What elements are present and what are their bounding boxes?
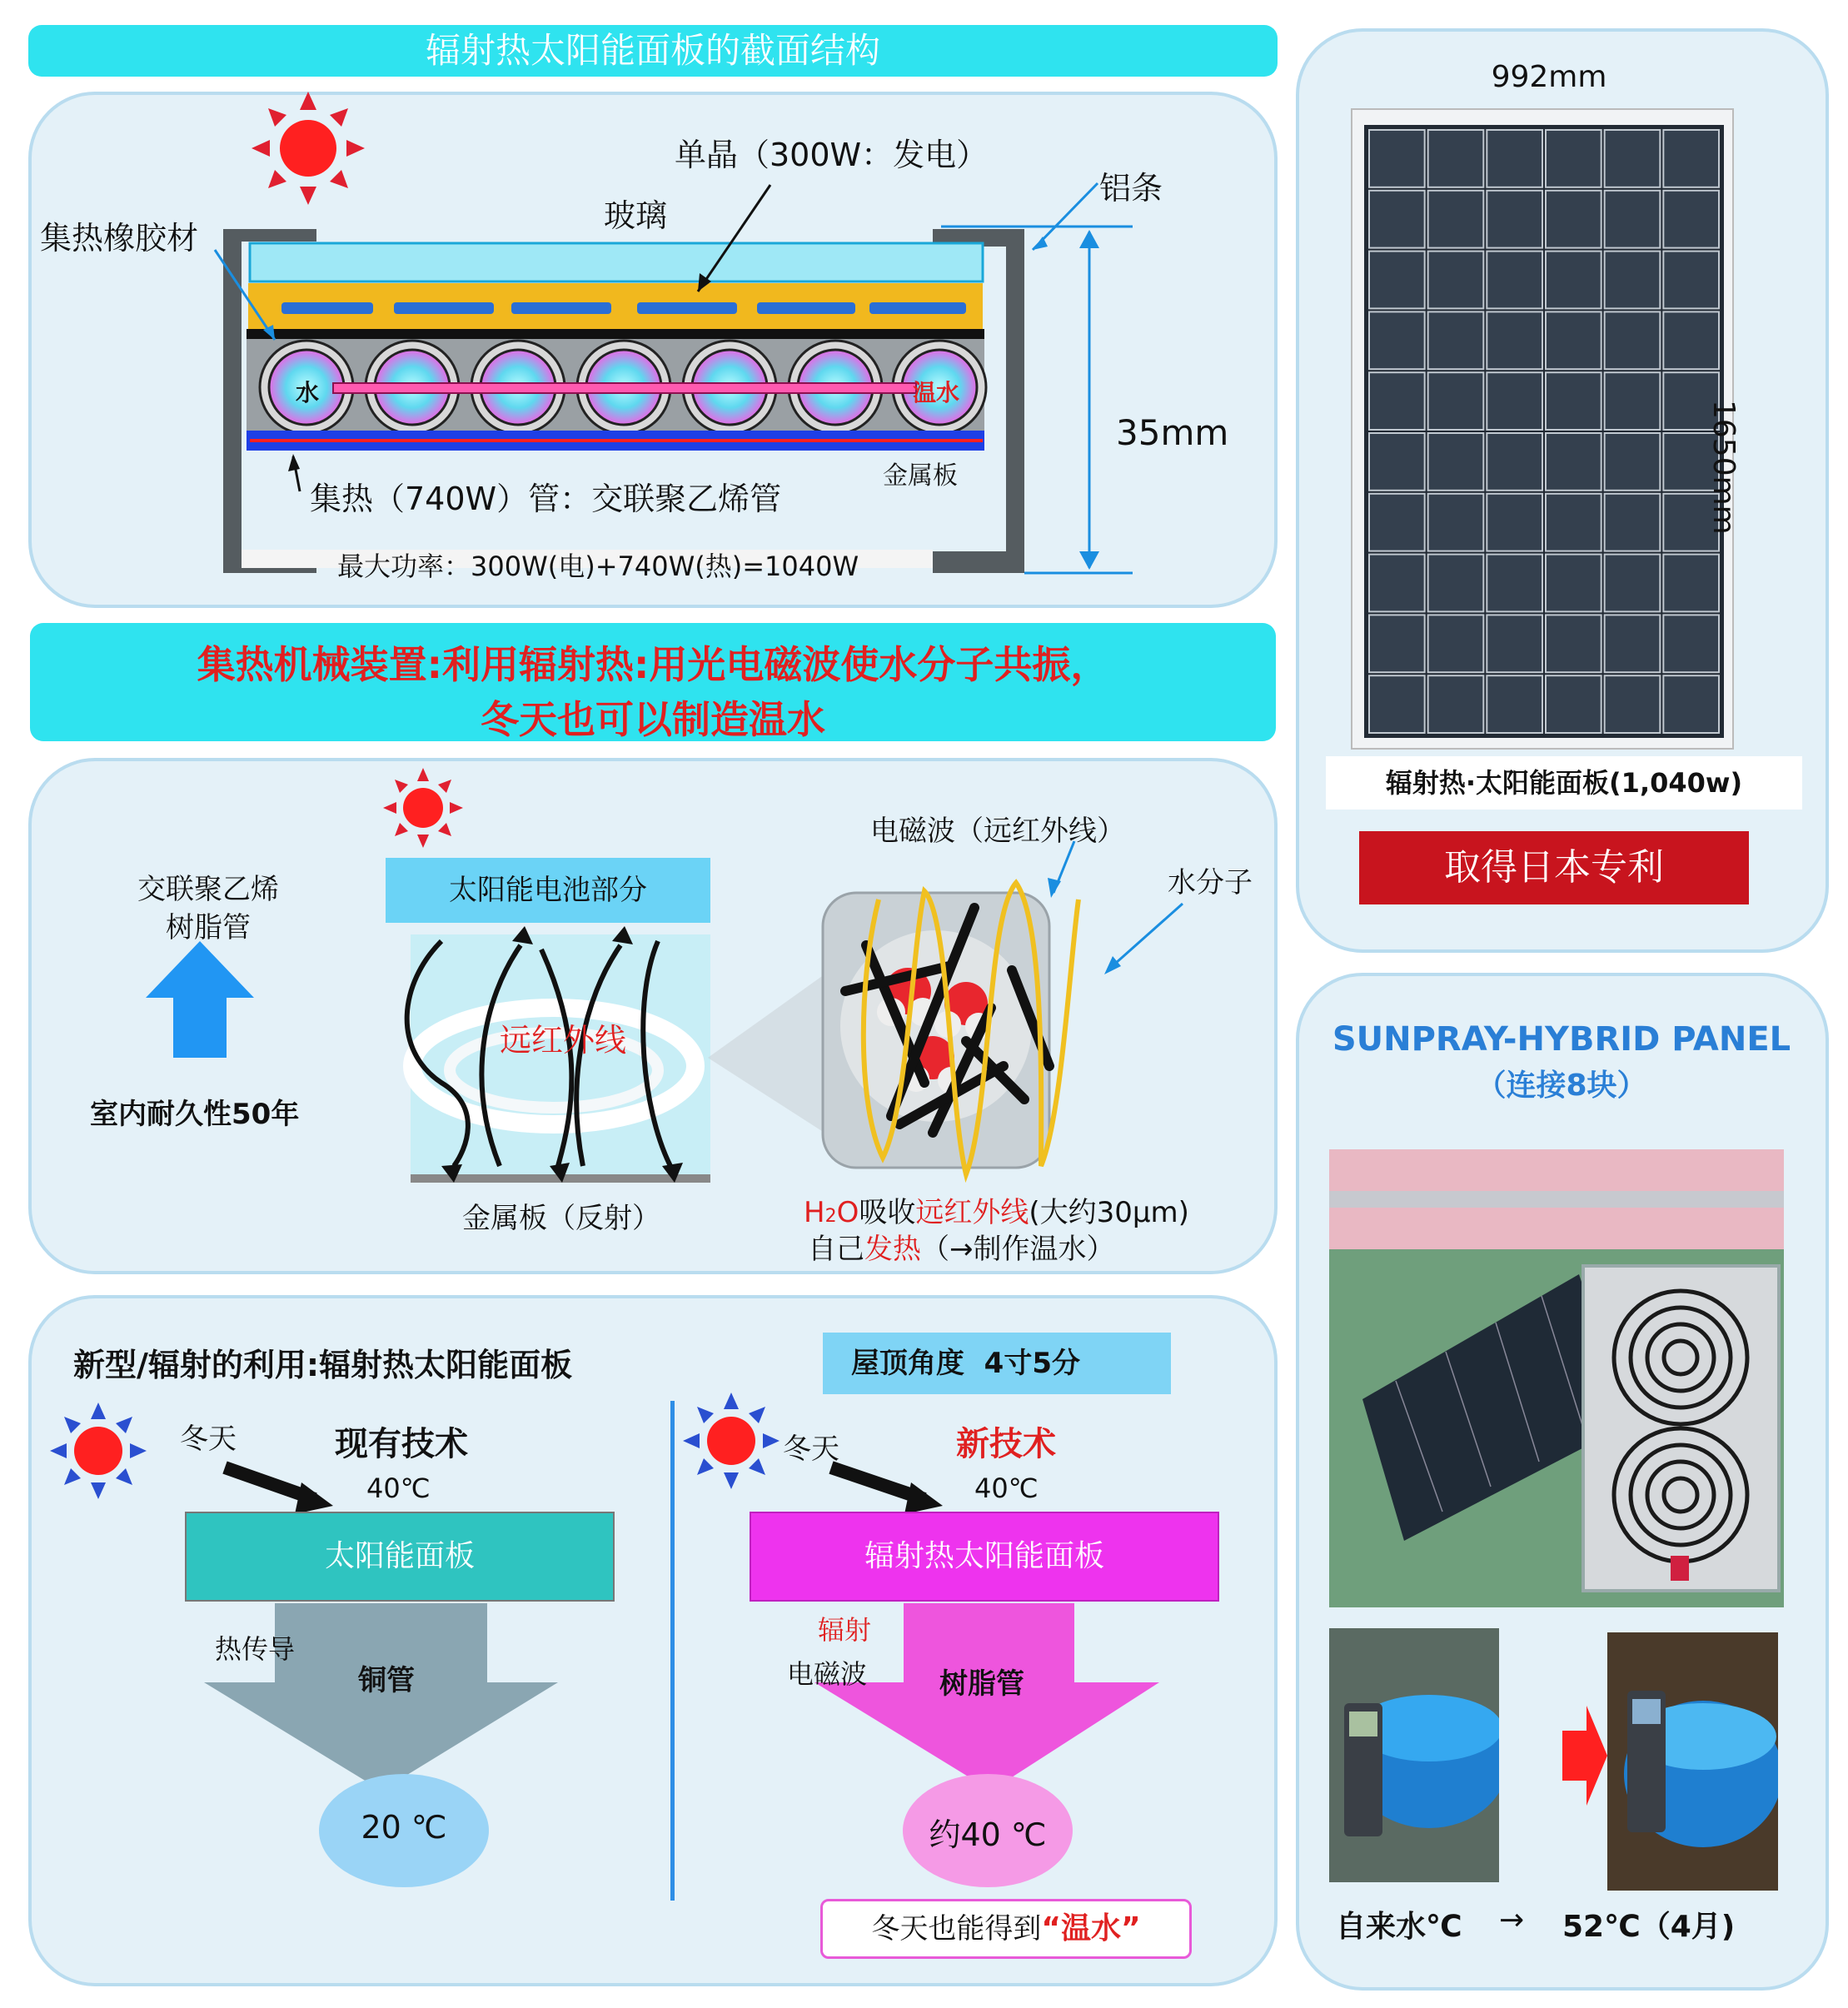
comparison-title: 新型/辐射的利用:辐射热太阳能面板 [73, 1347, 573, 1383]
label-glass: 玻璃 [604, 197, 668, 234]
solar-cell-label: 太阳能电池部分 [449, 874, 647, 907]
result-temp-label: 52℃（4月) [1562, 1910, 1736, 1944]
label-height: 35mm [1116, 412, 1229, 453]
warm-water-photo [1607, 1632, 1778, 1891]
heading-old: 现有技术 [335, 1425, 468, 1463]
label-rubber: 集热橡胶材 [40, 220, 199, 257]
self-heat-text: 自己发热（→制作温水） [808, 1233, 1115, 1266]
pipe-label-1: 交联聚乙烯 [137, 873, 279, 906]
pipe-label-old: 铜管 [358, 1664, 415, 1697]
winter-label-old: 冬天 [180, 1423, 237, 1456]
warm-water-note: 冬天也能得到“温水” [820, 1899, 1192, 1959]
panel-label-old: 太阳能面板 [324, 1539, 475, 1573]
result-old: 20 ℃ [361, 1809, 447, 1846]
far-ir-label: 远红外线 [500, 1022, 627, 1059]
durability-label: 室内耐久性50年 [90, 1098, 300, 1131]
roof-angle-label: 屋顶角度 4寸5分 [851, 1347, 1080, 1380]
label-warm-water: 温水 [913, 379, 960, 406]
label-metal: 金属板 [883, 461, 958, 491]
tap-water-label: 自来水℃ [1336, 1910, 1462, 1944]
section-title: 辐射热太阳能面板的截面结构 [425, 30, 880, 71]
mechanism-line-2: 冬天也可以制造温水 [481, 697, 825, 742]
patent-label: 取得日本专利 [1444, 846, 1664, 889]
label-mono: 单晶（300W：发电） [675, 137, 989, 173]
label-max-power: 最大功率：300W(电)+740W(热)=1040W [337, 551, 859, 582]
panel-caption: 辐射热·太阳能面板(1,040w) [1385, 767, 1743, 799]
panel-label-new: 辐射热太阳能面板 [864, 1539, 1104, 1573]
pipe-label-new: 树脂管 [939, 1667, 1024, 1701]
panel-width-label: 992mm [1491, 60, 1607, 94]
em-label: 电磁波 [787, 1658, 868, 1690]
result-new: 约40 ℃ [929, 1816, 1047, 1853]
temp-in-new: 40℃ [974, 1472, 1039, 1504]
installation-title: SUNPRAY-HYBRID PANEL [1332, 1020, 1791, 1059]
conduction-label: 热传导 [215, 1633, 296, 1665]
metal-reflect-label: 金属板（反射） [462, 1202, 660, 1235]
pipe-label-2: 树脂管 [166, 911, 251, 944]
tap-arrow-label: → [1499, 1903, 1525, 1937]
radiation-label: 辐射 [818, 1614, 872, 1646]
heading-new: 新技术 [956, 1425, 1056, 1463]
label-water: 水 [296, 379, 320, 406]
em-wave-label: 电磁波（远红外线） [870, 815, 1125, 848]
label-pipe: 集热（740W）管：交联聚乙烯管 [310, 481, 782, 517]
label-aluminum: 铝条 [1099, 170, 1163, 207]
mechanism-line-1: 集热机械装置:利用辐射热:用光电磁波使水分子共振， [197, 642, 1109, 687]
absorb-text: H2O吸收远红外线(大约30μm) [804, 1196, 1189, 1229]
panel-height-label: 1650mm [1706, 400, 1741, 535]
temp-in-old: 40℃ [366, 1472, 431, 1504]
installation-subtitle: （连接8块） [1476, 1069, 1647, 1103]
winter-label-new: 冬天 [783, 1433, 839, 1466]
water-molecule-label: 水分子 [1168, 866, 1253, 899]
